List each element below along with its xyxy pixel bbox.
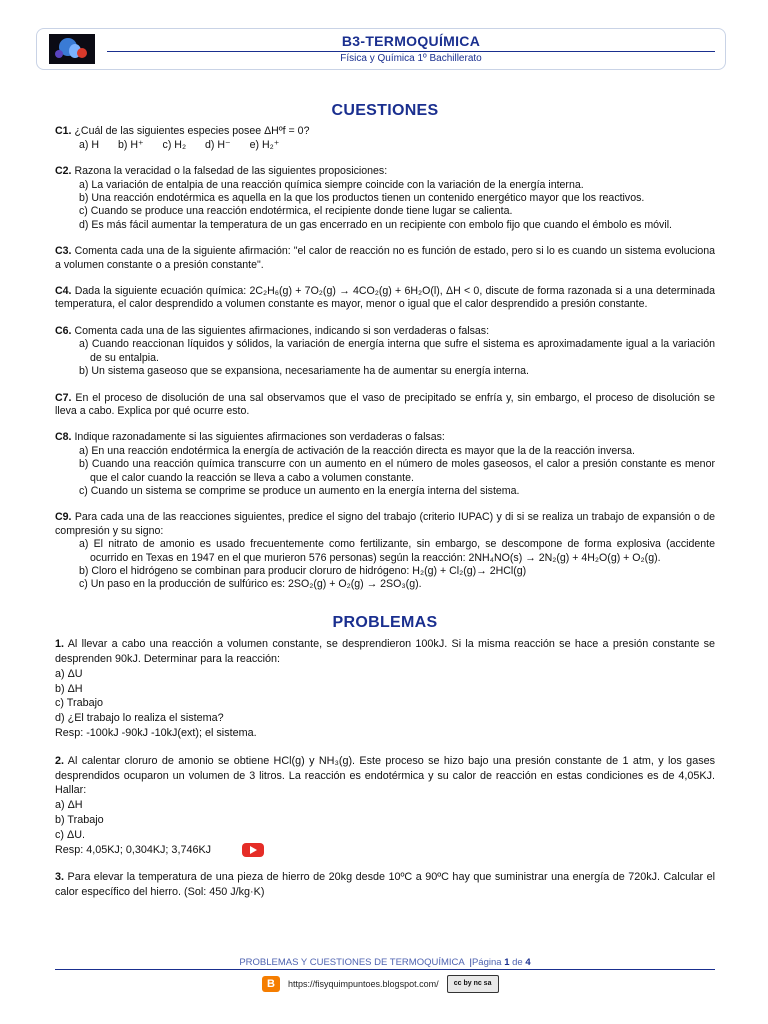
question-text: Dada la siguiente ecuación química: 2C₂H₆(g) + 7O₂(g) → 4CO₂(g) + 6H₂O(l), ΔH < 0, discute de forma razonada si a una determinada temperatura, el calor desprendido a volumen constante es mayor, menor o igual que el calor desprendido a presión constante. xyxy=(55,285,716,311)
list-item: d) ¿El trabajo lo realiza el sistema? xyxy=(55,712,224,725)
problem-text: Al calentar cloruro de amonio se obtiene HCl(g) y NH₃(g). Este proceso se hizo bajo una presión constante de 1 atm, y los gases desprendidos ocuparon un volumen de 3 litros. La reacción es endotérmica y su calor de reacción en estas condiciones es de 4,05KJ. Hallar: xyxy=(55,754,715,797)
question-text: Comenta cada una de las siguientes afirmaciones, indicando si son verdaderas o falsas: xyxy=(74,324,490,337)
question-c3 xyxy=(55,245,715,272)
option: a) H xyxy=(79,138,100,151)
youtube-play-icon[interactable] xyxy=(242,843,264,857)
list-item: a) La variación de entalpia de una reacción química siempre coincide con la variación de la energía interna. xyxy=(79,178,584,191)
question-c8 xyxy=(55,431,715,498)
question-number: C2. xyxy=(55,165,72,178)
page-separator: de xyxy=(512,957,523,968)
problem-2 xyxy=(55,754,715,858)
question-c6 xyxy=(55,325,715,379)
answer-line xyxy=(55,843,715,858)
problem-text: Al llevar a cabo una reacción a volumen constante, se desprendieron 100kJ. Si la misma reacción se hace a presión constante se desprenden 90kJ. Determinar para la reacción: xyxy=(55,638,716,665)
question-text: Comenta cada una de la siguiente afirmación: "el calor de reacción no es función de estado, pero si lo es cuando un sistema evoluciona a volumen constante o a presión constante". xyxy=(55,245,715,271)
question-text: ¿Cuál de las siguientes especies posee ΔHºf = 0? xyxy=(74,125,310,138)
question-text: En el proceso de disolución de una sal observamos que el vaso de precipitado se enfría y, sin embargo, el proceso de disolución se lleva a cabo. Explica por qué ocurre esto. xyxy=(55,391,715,417)
creative-commons-icon[interactable]: cc by nc sa xyxy=(447,975,499,993)
list-item: a) Cuando reaccionan líquidos y sólidos, la variación de energía interna que sufre el sistema es aproximadamente igual a la variación de su entalpia. xyxy=(79,338,715,364)
question-text: Para cada una de las reacciones siguientes, predice el signo del trabajo (criterio IUPAC) y di si se realiza un trabajo de expansión o de compresión y su signo: xyxy=(55,511,715,537)
document-body xyxy=(55,98,715,913)
list-item: b) Cuando una reacción química transcurre con un aumento en el número de moles gaseosos, el calor a presión constante es menor que el calor cuando la reacción se lleva a cabo a volumen constante. xyxy=(79,458,715,484)
section-heading-problemas: PROBLEMAS xyxy=(332,613,438,631)
question-text: Razona la veracidad o la falsedad de las siguientes proposiciones: xyxy=(74,165,388,178)
list-item: c) Un paso en la producción de sulfúrico es: 2SO₂(g) + O₂(g) → 2SO₃(g). xyxy=(79,578,422,591)
problem-3 xyxy=(55,870,715,900)
footer-title: PROBLEMAS Y CUESTIONES DE TERMOQUÍMICA xyxy=(239,957,465,968)
header-divider xyxy=(107,51,715,52)
document-header xyxy=(36,28,726,70)
footer-page-info: PROBLEMAS Y CUESTIONES DE TERMOQUÍMICA |Página 1 de 4 xyxy=(239,957,531,968)
question-number: C8. xyxy=(55,431,72,444)
question-c9 xyxy=(55,511,715,591)
list-item: b) Un sistema gaseoso que se expansiona, necesariamente ha de aumentar su energía interna. xyxy=(79,365,529,378)
answer-text: Resp: -100kJ -90kJ -10kJ(ext); el sistema. xyxy=(55,726,257,739)
problem-number: 1. xyxy=(55,638,65,651)
footer-links xyxy=(262,975,499,993)
page-number: 1 xyxy=(504,957,510,968)
option: b) H⁺ xyxy=(117,138,144,151)
list-item: b) Trabajo xyxy=(55,813,104,826)
question-c4 xyxy=(55,285,715,312)
question-c2 xyxy=(55,165,715,232)
problem-number: 3. xyxy=(55,871,65,884)
problem-text: Para elevar la temperatura de una pieza de hierro de 20kg desde 10ºC a 90ºC hay que suministrar una energía de 720kJ. Calcular el calor específico del hierro. (Sol: 450 J/kg·K) xyxy=(55,871,716,899)
section-heading-cuestiones: CUESTIONES xyxy=(331,102,439,119)
problem-number: 2. xyxy=(55,754,65,767)
list-item: a) El nitrato de amonio es usado frecuentemente como fertilizante, sin embargo, se descompone de forma explosiva (accidente ocurrido en Texas en 1947 en el que murieron 576 personas) según la reacción: 2NH₄NO(s) → 2N₂(g) + 4H₂O(g) + O₂(g). xyxy=(79,538,715,564)
problem-1 xyxy=(55,637,715,741)
question-number: C4. xyxy=(55,285,72,298)
question-number: C9. xyxy=(55,511,72,524)
atom-logo-icon xyxy=(49,34,95,64)
document-title: B3-TERMOQUÍMICA xyxy=(341,33,481,49)
list-item: c) Trabajo xyxy=(55,697,104,710)
answer-options xyxy=(55,139,715,152)
question-number: C6. xyxy=(55,324,72,337)
blogger-icon[interactable]: B xyxy=(262,976,280,992)
list-item: c) Cuando se produce una reacción endotérmica, el recipiente donde tiene lugar se calienta. xyxy=(79,205,513,218)
list-item: d) Es más fácil aumentar la temperatura de un gas encerrado en un recipiente con embolo fijo que cuando el émbolo es móvil. xyxy=(79,218,672,231)
list-item: b) ΔH xyxy=(55,682,83,695)
list-item: c) ΔU. xyxy=(55,828,86,841)
page-label: Página xyxy=(471,957,502,968)
document-subtitle: Física y Química 1º Bachillerato xyxy=(340,53,482,64)
list-item: a) En una reacción endotérmica la energía de activación de la reacción directa es mayor que la de la reacción inversa. xyxy=(79,444,635,457)
question-number: C1. xyxy=(55,125,72,138)
answer-text: Resp: 4,05KJ; 0,304KJ; 3,746KJ xyxy=(55,843,212,856)
question-number: C7. xyxy=(55,391,72,404)
question-c1 xyxy=(55,125,715,152)
footer-divider xyxy=(55,969,715,970)
option: d) H⁻ xyxy=(205,138,231,151)
list-item: b) Cloro el hidrógeno se combinan para producir cloruro de hidrógeno: H₂(g) + Cl₂(g)→ 2HCl(g) xyxy=(79,564,527,577)
question-number: C3. xyxy=(55,245,72,258)
question-c7 xyxy=(55,392,715,419)
list-item: a) ΔU xyxy=(55,667,83,680)
option: e) H₂⁺ xyxy=(249,138,280,151)
option: c) H₂ xyxy=(162,138,187,151)
blog-link[interactable]: https://fisyquimpuntoes.blogspot.com/ xyxy=(288,979,439,989)
question-text: Indique razonadamente si las siguientes afirmaciones son verdaderas o falsas: xyxy=(74,431,445,444)
list-item: b) Una reacción endotérmica es aquella en la que los productos tienen un contenido energético mayor que los reactivos. xyxy=(79,192,645,205)
list-item: c) Cuando un sistema se comprime se produce un aumento en la energía interna del sistema. xyxy=(79,484,520,497)
list-item: a) ΔH xyxy=(55,799,83,812)
page-total: 4 xyxy=(525,957,531,968)
